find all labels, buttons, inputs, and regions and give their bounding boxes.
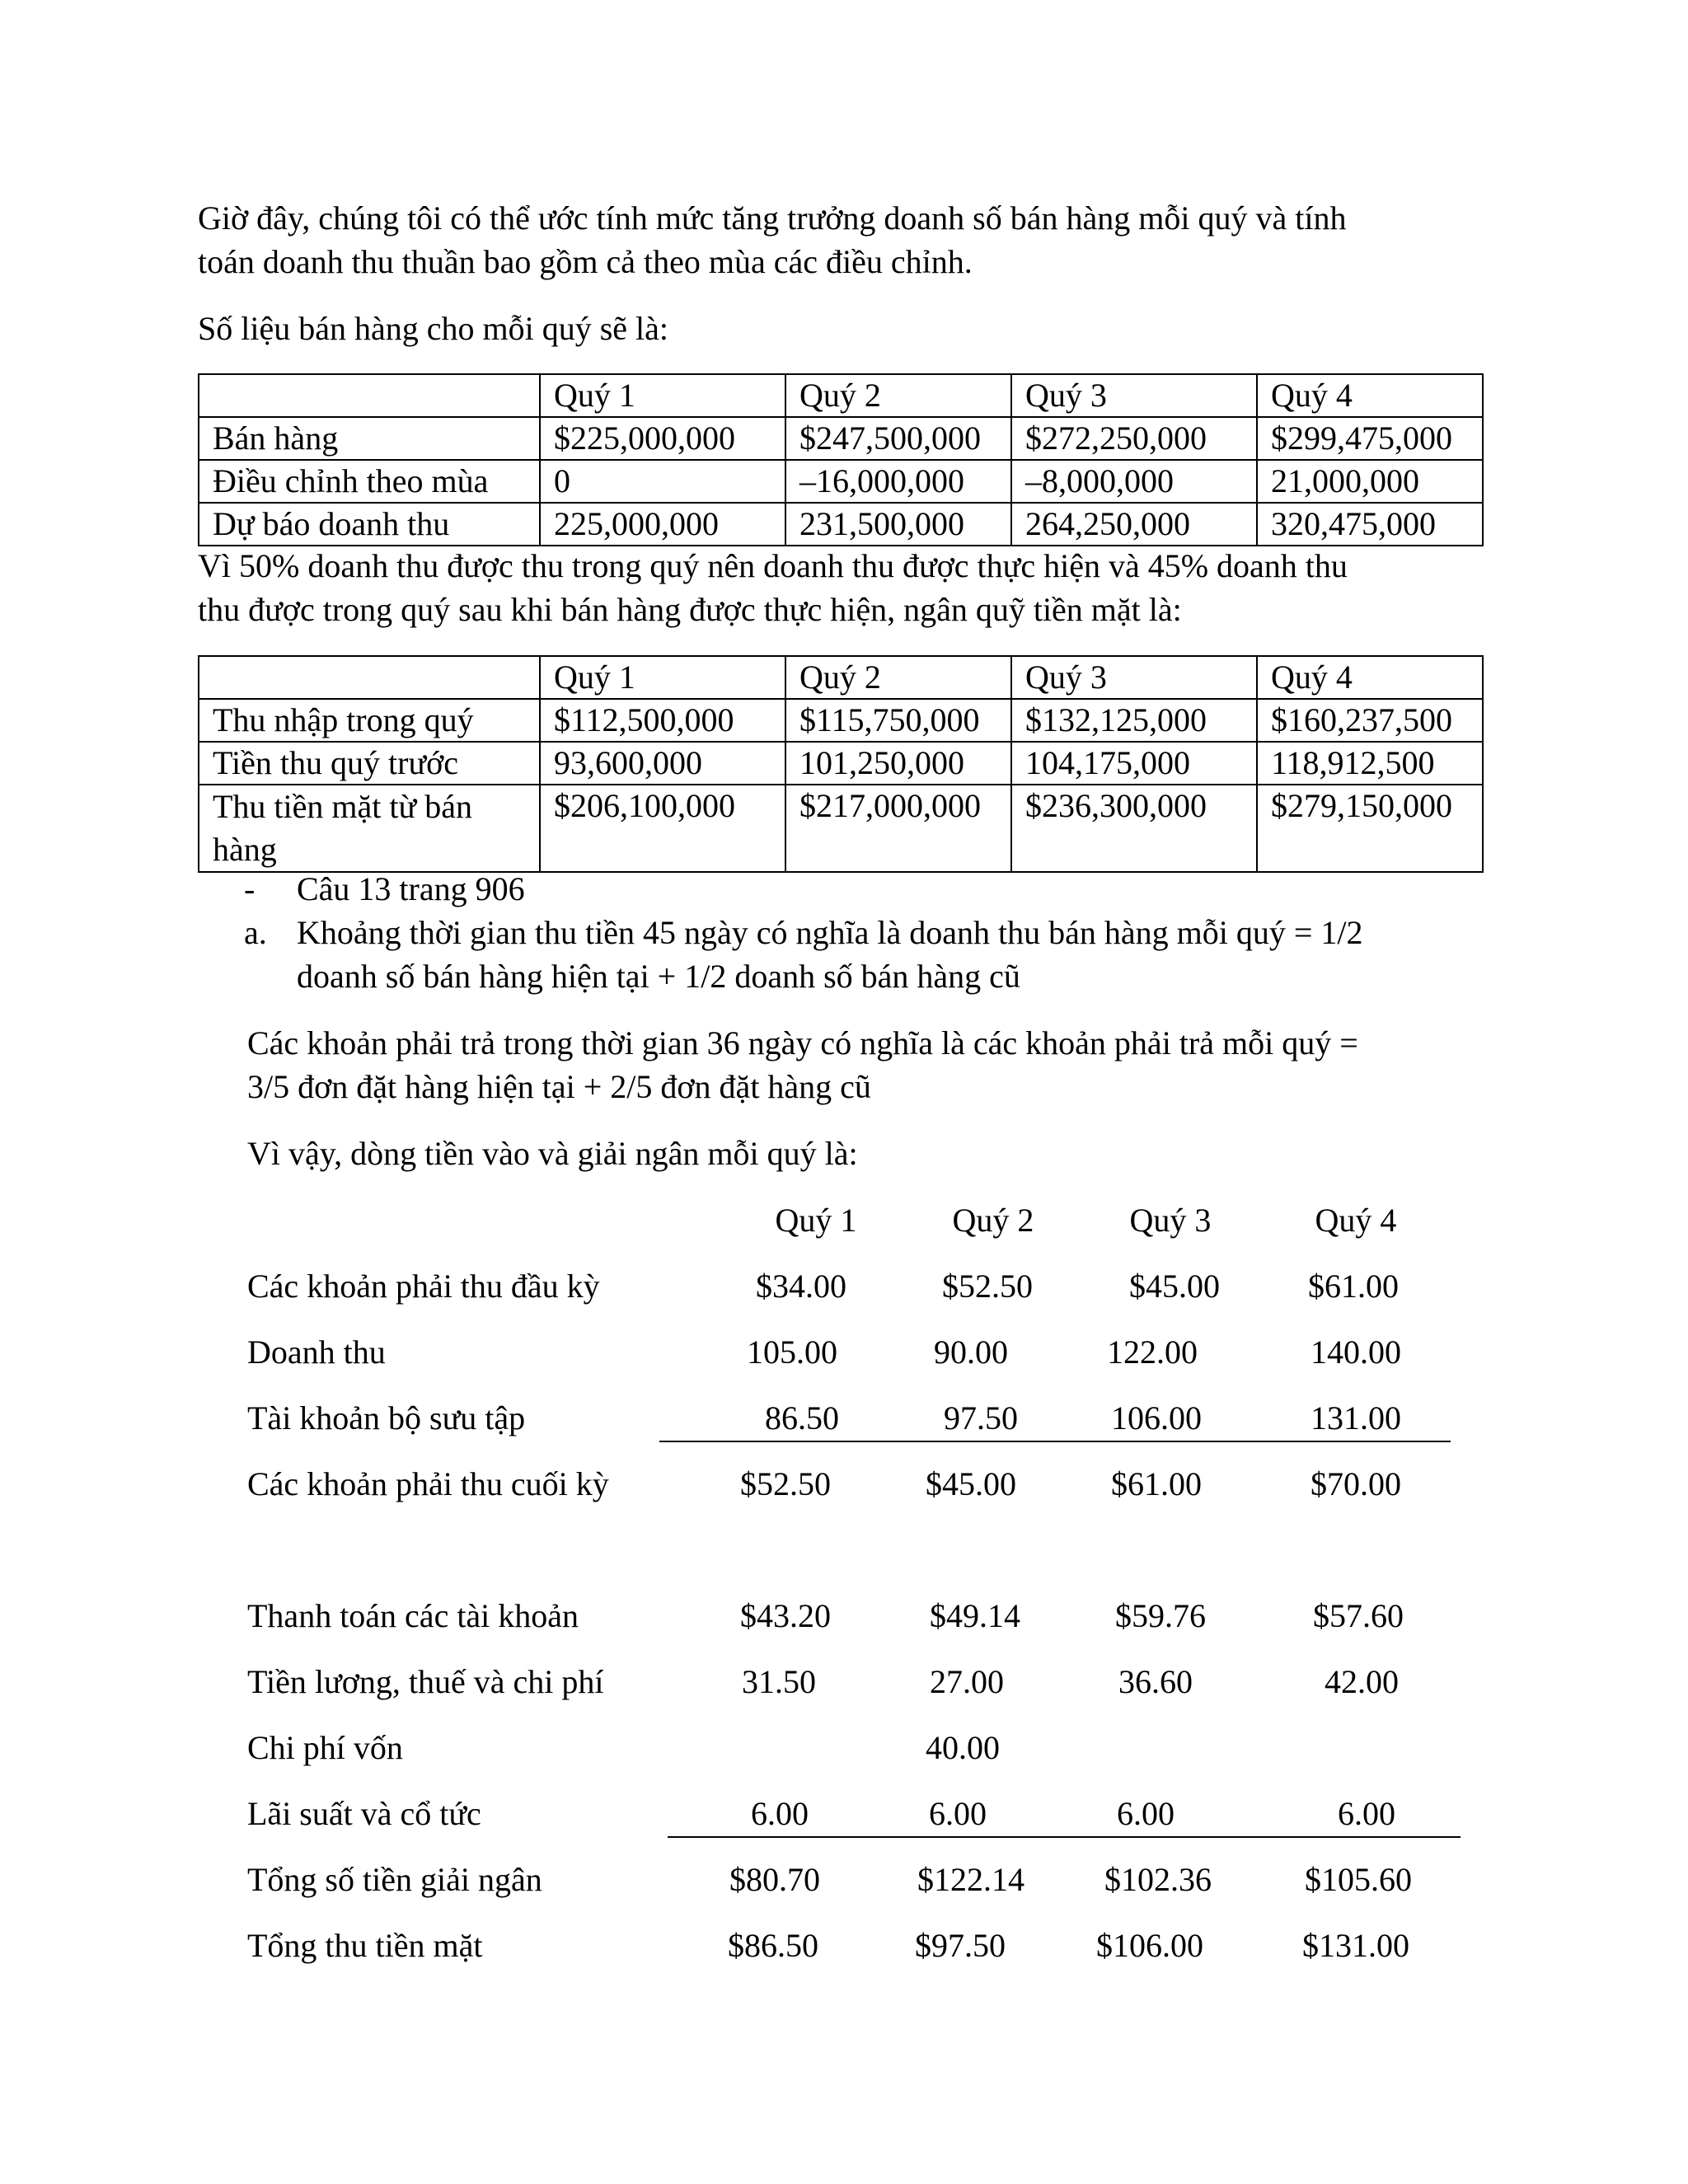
table-cell: 104,175,000 xyxy=(1011,742,1257,785)
table-cell: $132,125,000 xyxy=(1011,699,1257,742)
table-row-label: Thu nhập trong quý xyxy=(199,699,540,742)
row-label: Chi phí vốn xyxy=(247,1729,403,1766)
problem-heading: Câu 13 trang 906 xyxy=(297,870,525,907)
part-a-line-1: Khoảng thời gian thu tiền 45 ngày có nghĩa là doanh thu bán hàng mỗi quý = 1/2 xyxy=(297,914,1363,951)
table-cell: 86.50 xyxy=(765,1399,839,1436)
table-header-row xyxy=(199,656,1483,699)
table-row-label: Thu tiền mặt từ bán hàng xyxy=(199,785,540,872)
table-cell: $122.14 xyxy=(917,1861,1025,1898)
table-cell: 231,500,000 xyxy=(785,503,1011,546)
table-cell: 106.00 xyxy=(1111,1399,1202,1436)
table-header-cell: Quý 2 xyxy=(785,656,1011,699)
table-cell: 97.50 xyxy=(944,1399,1018,1436)
cashflow-header-row xyxy=(247,1198,1467,1242)
table-cell: $106.00 xyxy=(1096,1927,1203,1964)
table-cell: $236,300,000 xyxy=(1011,785,1257,872)
list-dash: - xyxy=(244,870,256,907)
table-cell: $61.00 xyxy=(1308,1268,1399,1305)
list-marker-a: a. xyxy=(244,914,267,951)
payables-line-1: Các khoản phải trả trong thời gian 36 ngày có nghĩa là các khoản phải trả mỗi quý = xyxy=(247,1024,1358,1062)
payables-line-2: 3/5 đơn đặt hàng hiện tại + 2/5 đơn đặt hàng cũ xyxy=(247,1068,871,1105)
quarter-header: Quý 3 xyxy=(1129,1202,1212,1239)
table-row xyxy=(247,1660,1467,1704)
table-cell: $217,000,000 xyxy=(785,785,1011,872)
table-cell: $206,100,000 xyxy=(540,785,785,872)
table-header-cell: Quý 4 xyxy=(1257,374,1483,417)
table-cell: $52.50 xyxy=(942,1268,1033,1305)
table-row xyxy=(247,1330,1467,1374)
table-cell: 6.00 xyxy=(751,1795,809,1832)
table-cell: 122.00 xyxy=(1107,1333,1198,1371)
table-row xyxy=(199,503,1483,546)
table-cell: 40.00 xyxy=(926,1729,1000,1766)
table-cell: 21,000,000 xyxy=(1257,460,1483,503)
table-row xyxy=(247,1858,1467,1901)
table-row xyxy=(247,1726,1467,1769)
table-cell: $57.60 xyxy=(1313,1597,1404,1634)
table-cell: 36.60 xyxy=(1118,1663,1193,1700)
part-a-line-2: doanh số bán hàng hiện tại + 1/2 doanh số bán hàng cũ xyxy=(297,958,1020,995)
table-cell: 101,250,000 xyxy=(785,742,1011,785)
table-cell: $70.00 xyxy=(1311,1465,1401,1502)
table-cell: 118,912,500 xyxy=(1257,742,1483,785)
table-cell: $59.76 xyxy=(1115,1597,1206,1634)
table-header-cell: Quý 3 xyxy=(1011,374,1257,417)
table-cell: 27.00 xyxy=(930,1663,1004,1700)
table-cell: $115,750,000 xyxy=(785,699,1011,742)
table-cell: 140.00 xyxy=(1311,1333,1401,1371)
table-cell xyxy=(199,374,540,417)
table-cell: $279,150,000 xyxy=(1257,785,1483,872)
intro-line-1: Giờ đây, chúng tôi có thể ước tính mức tăng trưởng doanh số bán hàng mỗi quý và tính xyxy=(198,199,1347,237)
row-label: Các khoản phải thu đầu kỳ xyxy=(247,1268,600,1305)
table-cell: 131.00 xyxy=(1311,1399,1401,1436)
cash-budget-table xyxy=(198,655,1484,873)
table-cell: $299,475,000 xyxy=(1257,417,1483,460)
table-cell: $105.60 xyxy=(1305,1861,1412,1898)
table-cell: 6.00 xyxy=(1117,1795,1175,1832)
table-cell: 31.50 xyxy=(742,1663,816,1700)
table-cell: 264,250,000 xyxy=(1011,503,1257,546)
table-cell: $34.00 xyxy=(756,1268,846,1305)
table-header-row xyxy=(199,374,1483,417)
row-label: Tài khoản bộ sưu tập xyxy=(247,1399,526,1436)
table-cell: 90.00 xyxy=(934,1333,1008,1371)
table-row xyxy=(247,1792,1467,1835)
table-cell: $247,500,000 xyxy=(785,417,1011,460)
table-cell xyxy=(199,656,540,699)
table-cell: 6.00 xyxy=(929,1795,987,1832)
row-label: Lãi suất và cổ tức xyxy=(247,1795,481,1832)
table-cell: 0 xyxy=(540,460,785,503)
quarter-header: Quý 1 xyxy=(775,1202,857,1239)
table-cell: –8,000,000 xyxy=(1011,460,1257,503)
table-cell: $45.00 xyxy=(926,1465,1016,1502)
collection-note-line-1: Vì 50% doanh thu được thu trong quý nên doanh thu được thực hiện và 45% doanh thu xyxy=(198,547,1348,584)
table-cell: 42.00 xyxy=(1325,1663,1399,1700)
table-row xyxy=(247,1924,1467,1967)
table-row xyxy=(247,1462,1467,1506)
quarter-header: Quý 4 xyxy=(1315,1202,1397,1239)
table-cell: $131.00 xyxy=(1302,1927,1409,1964)
table-cell: 320,475,000 xyxy=(1257,503,1483,546)
table-row xyxy=(199,417,1483,460)
table-row xyxy=(199,785,1483,872)
collection-note-line-2: thu được trong quý sau khi bán hàng được thực hiện, ngân quỹ tiền mặt là: xyxy=(198,591,1182,628)
table-cell: 105.00 xyxy=(747,1333,837,1371)
table-cell: $61.00 xyxy=(1111,1465,1202,1502)
table-header-cell: Quý 1 xyxy=(540,656,785,699)
table-cell: 6.00 xyxy=(1338,1795,1395,1832)
table-header-cell: Quý 4 xyxy=(1257,656,1483,699)
table-row xyxy=(247,1594,1467,1638)
table-cell: $112,500,000 xyxy=(540,699,785,742)
subtotal-rule xyxy=(659,1441,1451,1442)
intro-line-2: toán doanh thu thuần bao gồm cả theo mùa các điều chỉnh. xyxy=(198,243,973,280)
table-row-label: Dự báo doanh thu xyxy=(199,503,540,546)
total-rule xyxy=(668,1836,1461,1838)
sales-intro: Số liệu bán hàng cho mỗi quý sẽ là: xyxy=(198,310,669,347)
table-cell: $52.50 xyxy=(740,1465,831,1502)
row-label: Thanh toán các tài khoản xyxy=(247,1597,579,1634)
table-row xyxy=(247,1396,1467,1440)
table-cell: $86.50 xyxy=(728,1927,818,1964)
table-cell: –16,000,000 xyxy=(785,460,1011,503)
table-row xyxy=(199,699,1483,742)
table-cell: $80.70 xyxy=(729,1861,820,1898)
therefore-line: Vì vậy, dòng tiền vào và giải ngân mỗi quý là: xyxy=(247,1135,858,1172)
row-label: Tổng số tiền giải ngân xyxy=(247,1861,542,1898)
table-cell: $43.20 xyxy=(740,1597,831,1634)
table-cell: 225,000,000 xyxy=(540,503,785,546)
quarter-header: Quý 2 xyxy=(952,1202,1034,1239)
table-header-cell: Quý 1 xyxy=(540,374,785,417)
table-cell: $272,250,000 xyxy=(1011,417,1257,460)
table-cell: 93,600,000 xyxy=(540,742,785,785)
table-header-cell: Quý 2 xyxy=(785,374,1011,417)
row-label: Doanh thu xyxy=(247,1333,386,1371)
table-row-label: Điều chỉnh theo mùa xyxy=(199,460,540,503)
table-cell: $225,000,000 xyxy=(540,417,785,460)
table-row xyxy=(199,460,1483,503)
table-cell: $45.00 xyxy=(1129,1268,1220,1305)
table-row xyxy=(247,1264,1467,1308)
row-label: Tiền lương, thuế và chi phí xyxy=(247,1663,604,1700)
table-cell: $49.14 xyxy=(930,1597,1020,1634)
row-label: Các khoản phải thu cuối kỳ xyxy=(247,1465,609,1502)
table-cell: $97.50 xyxy=(915,1927,1006,1964)
table-header-cell: Quý 3 xyxy=(1011,656,1257,699)
table-cell: $102.36 xyxy=(1104,1861,1212,1898)
table-row-label: Bán hàng xyxy=(199,417,540,460)
table-cell: $160,237,500 xyxy=(1257,699,1483,742)
sales-forecast-table xyxy=(198,373,1484,546)
table-row-label: Tiền thu quý trước xyxy=(199,742,540,785)
table-row xyxy=(199,742,1483,785)
row-label: Tổng thu tiền mặt xyxy=(247,1927,483,1964)
